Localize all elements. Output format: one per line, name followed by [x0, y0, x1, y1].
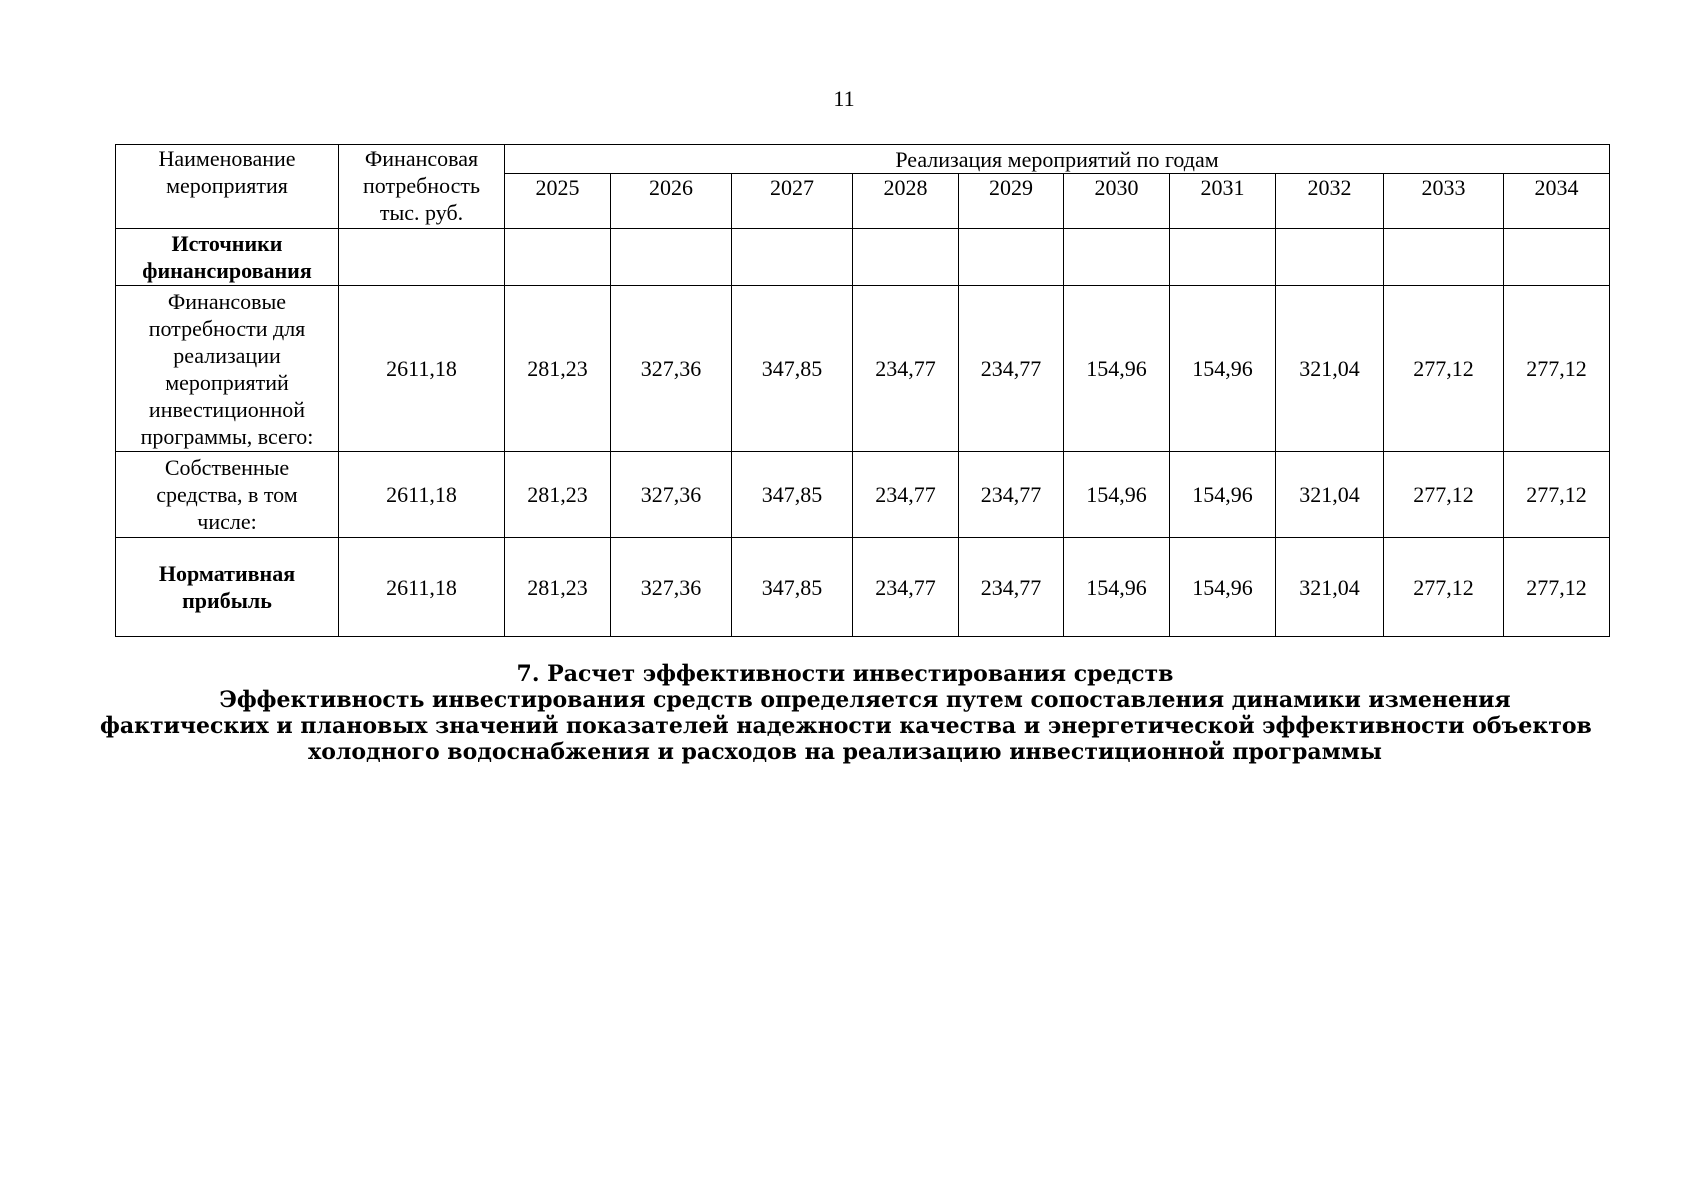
funding-sources-row [116, 229, 1610, 286]
empty-cell [339, 229, 505, 286]
investment-table [115, 144, 1610, 637]
empty-cell [1064, 229, 1170, 286]
value-cell: 277,12 [1504, 538, 1610, 637]
year-header: 2032 [1276, 174, 1384, 229]
value-cell: 277,12 [1384, 286, 1504, 452]
value-cell: 234,77 [959, 286, 1064, 452]
year-header: 2028 [853, 174, 959, 229]
section-7 [100, 661, 1590, 765]
empty-cell [853, 229, 959, 286]
value-cell: 327,36 [611, 286, 732, 452]
year-header: 2031 [1170, 174, 1276, 229]
value-cell: 327,36 [611, 538, 732, 637]
section-text-line: фактических и плановых значений показателей надежности качества и энергетической эффективности объектов [100, 713, 1592, 739]
year-header: 2029 [959, 174, 1064, 229]
value-cell: 321,04 [1276, 286, 1384, 452]
row-label-line: реализации [173, 342, 281, 368]
row-label-line: программы, всего: [140, 423, 314, 449]
year-header: 2034 [1504, 174, 1610, 229]
year-header: 2026 [611, 174, 732, 229]
funding-sources-line: финансирования [142, 258, 312, 283]
need-header-line: потребность [362, 173, 481, 198]
section-text-line: холодного водоснабжения и расходов на реализацию инвестиционной программы [308, 739, 1382, 765]
row-label-line: средства, в том [156, 482, 298, 507]
row-label-line: числе: [197, 509, 257, 534]
value-cell: 234,77 [853, 286, 959, 452]
empty-cell [732, 229, 853, 286]
empty-cell [1276, 229, 1384, 286]
row-label [116, 452, 339, 538]
empty-cell [505, 229, 611, 286]
value-cell: 321,04 [1276, 452, 1384, 538]
row-label-line: Нормативная [158, 561, 296, 586]
years-header: Реализация мероприятий по годам [505, 145, 1610, 174]
name-header-line: мероприятия [166, 173, 288, 198]
value-cell: 234,77 [853, 538, 959, 637]
value-cell: 234,77 [959, 538, 1064, 637]
value-cell: 154,96 [1170, 286, 1276, 452]
value-cell: 234,77 [853, 452, 959, 538]
year-header: 2030 [1064, 174, 1170, 229]
need-header-line: Финансовая [364, 146, 479, 171]
value-cell: 154,96 [1170, 538, 1276, 637]
total-cell: 2611,18 [339, 286, 505, 452]
row-label [116, 286, 339, 452]
empty-cell [611, 229, 732, 286]
empty-cell [959, 229, 1064, 286]
value-cell: 281,23 [505, 286, 611, 452]
section-heading: 7. Расчет эффективности инвестирования средств [516, 661, 1174, 687]
table-row-own-funds [116, 452, 1610, 538]
value-cell: 154,96 [1064, 538, 1170, 637]
value-cell: 277,12 [1504, 286, 1610, 452]
year-header: 2033 [1384, 174, 1504, 229]
total-cell: 2611,18 [339, 452, 505, 538]
row-label-line: инвестиционной [148, 396, 306, 422]
value-cell: 154,96 [1170, 452, 1276, 538]
value-cell: 347,85 [732, 452, 853, 538]
value-cell: 347,85 [732, 538, 853, 637]
value-cell: 327,36 [611, 452, 732, 538]
value-cell: 281,23 [505, 452, 611, 538]
funding-sources-line: Источники [171, 231, 283, 256]
name-header-line: Наименование [158, 146, 296, 171]
value-cell: 154,96 [1064, 452, 1170, 538]
total-cell: 2611,18 [339, 538, 505, 637]
row-label-line: потребности для [148, 315, 306, 341]
value-cell: 321,04 [1276, 538, 1384, 637]
row-label [116, 538, 339, 637]
section-text-line: Эффективность инвестирования средств определяется путем сопоставления динамики изменения [219, 687, 1511, 713]
need-header-line: тыс. руб. [379, 200, 464, 225]
row-label-line: прибыль [182, 588, 272, 613]
value-cell: 154,96 [1064, 286, 1170, 452]
name-header [116, 145, 339, 229]
value-cell: 281,23 [505, 538, 611, 637]
funding-sources-label [116, 229, 339, 286]
table-row-total-needs [116, 286, 1610, 452]
empty-cell [1504, 229, 1610, 286]
value-cell: 234,77 [959, 452, 1064, 538]
empty-cell [1384, 229, 1504, 286]
year-header: 2025 [505, 174, 611, 229]
value-cell: 277,12 [1384, 538, 1504, 637]
row-label-line: мероприятий [165, 369, 289, 395]
header-row-1 [116, 145, 1610, 174]
row-label-line: Финансовые [167, 288, 287, 314]
value-cell: 347,85 [732, 286, 853, 452]
table-row-normative-profit [116, 538, 1610, 637]
value-cell: 277,12 [1504, 452, 1610, 538]
empty-cell [1170, 229, 1276, 286]
need-header [339, 145, 505, 229]
page-number: 11 [833, 86, 855, 111]
value-cell: 277,12 [1384, 452, 1504, 538]
row-label-line: Собственные [164, 455, 290, 480]
year-header: 2027 [732, 174, 853, 229]
